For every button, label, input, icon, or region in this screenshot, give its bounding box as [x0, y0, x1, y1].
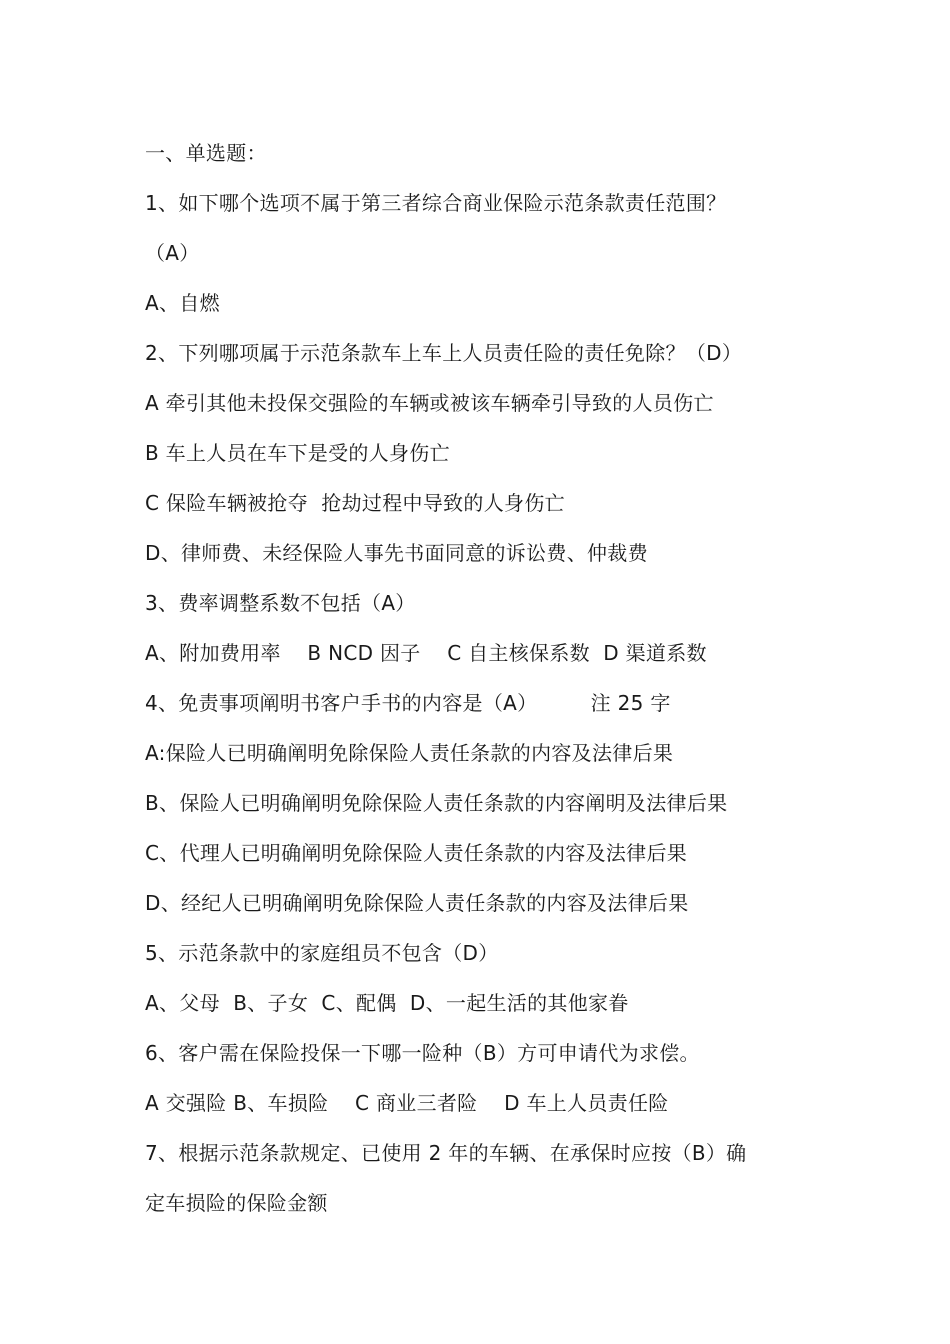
question-4-option-a: A:保险人已明确阐明免除保险人责任条款的内容及法律后果	[145, 741, 674, 765]
question-2: 2、下列哪项属于示范条款车上车上人员责任险的责任免除？（D）	[145, 341, 743, 365]
question-4: 4、免责事项阐明书客户手书的内容是（A） 注 25 字	[145, 691, 671, 715]
question-5: 5、示范条款中的家庭组员不包含（D）	[145, 941, 499, 965]
question-5-options: A、父母 B、子女 C、配偶 D、一起生活的其他家眷	[145, 991, 629, 1015]
document-body	[145, 128, 845, 1228]
question-7-continued: 定车损险的保险金额	[145, 1191, 328, 1215]
question-3: 3、费率调整系数不包括（A）	[145, 591, 416, 615]
question-2-option-a: A 牵引其他未投保交强险的车辆或被该车辆牵引导致的人员伤亡	[145, 391, 714, 415]
question-6: 6、客户需在保险投保一下哪一险种（B）方可申请代为求偿。	[145, 1041, 700, 1065]
section-heading: 一、单选题：	[145, 141, 267, 165]
question-3-options: A、附加费用率 B NCD 因子 C 自主核保系数 D 渠道系数	[145, 641, 707, 665]
question-2-option-d: D、律师费、未经保险人事先书面同意的诉讼费、仲裁费	[145, 541, 648, 565]
question-4-option-d: D、经纪人已明确阐明免除保险人责任条款的内容及法律后果	[145, 891, 689, 915]
question-1-option: A、自燃	[145, 291, 220, 315]
question-6-options: A 交强险 B、车损险 C 商业三者险 D 车上人员责任险	[145, 1091, 669, 1115]
question-4-option-c: C、代理人已明确阐明免除保险人责任条款的内容及法律后果	[145, 841, 688, 865]
question-2-option-b: B 车上人员在车下是受的人身伤亡	[145, 441, 450, 465]
question-1-answer: （A）	[145, 241, 200, 265]
question-2-option-c: C 保险车辆被抢夺 抢劫过程中导致的人身伤亡	[145, 491, 565, 515]
question-4-option-b: B、保险人已明确阐明免除保险人责任条款的内容阐明及法律后果	[145, 791, 728, 815]
question-7: 7、根据示范条款规定、已使用 2 年的车辆、在承保时应按（B）确	[145, 1141, 747, 1165]
question-1: 1、如下哪个选项不属于第三者综合商业保险示范条款责任范围？	[145, 191, 727, 215]
